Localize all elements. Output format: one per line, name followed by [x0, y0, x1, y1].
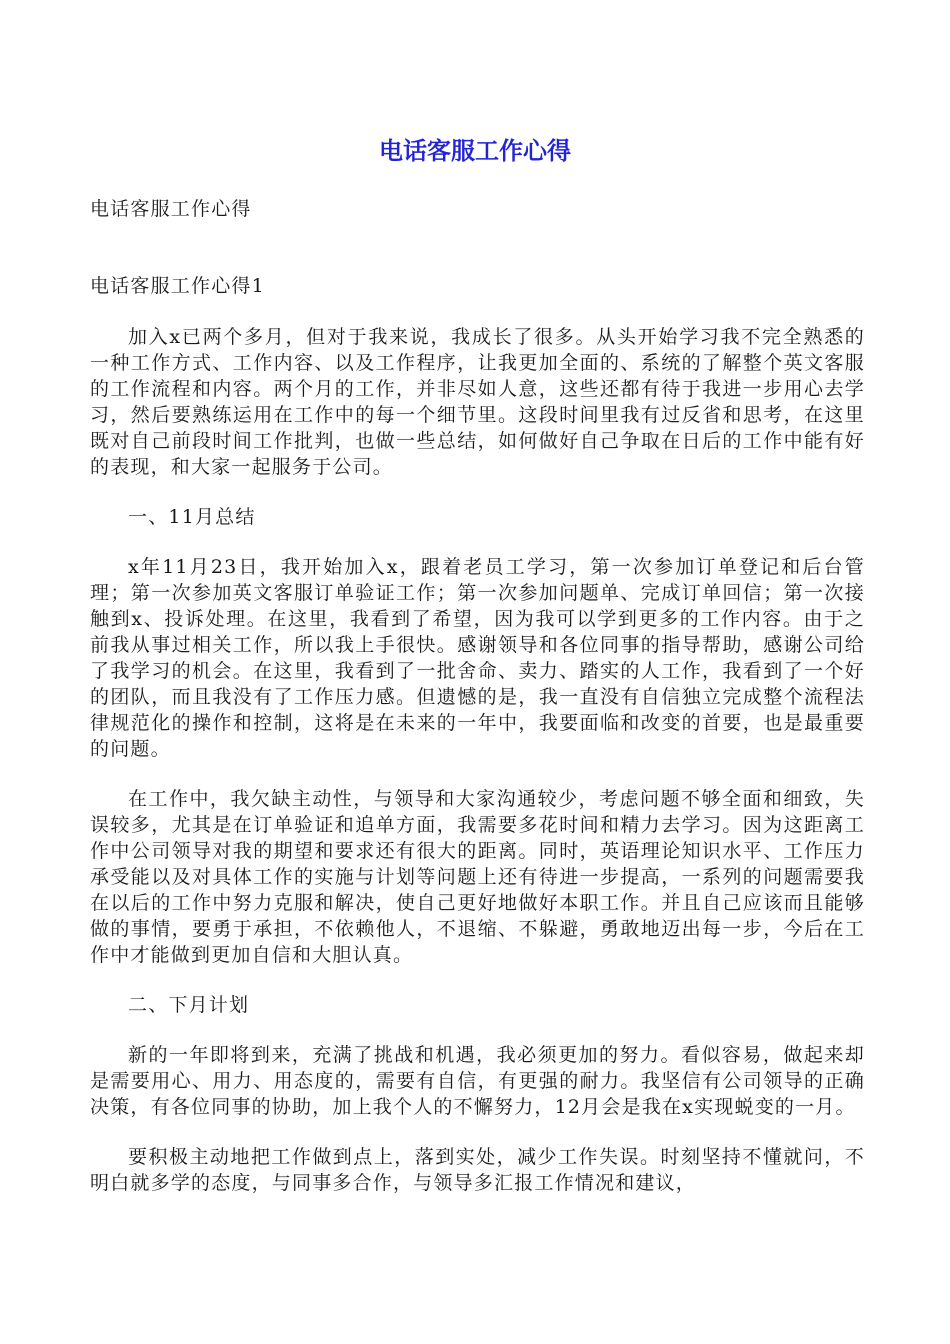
paragraph-november-summary: x年11月23日，我开始加入x，跟着老员工学习，第一次参加订单登记和后台管理；第一次参加英文客服订单验证工作；第一次参加问题单、完成订单回信；第一次接触到x、投诉处理。在这里，我看到了希望，因为我可以学到更多的工作内容。由于之前我从事过相关工作，所以我上手很快。感谢领导和各位同事的指导帮助，感谢公司给了我学习的机会。在这里，我看到了一批舍命、卖力、踏实的人工作，我看到了一个好的团队，而且我没有了工作压力感。但遗憾的是，我一直没有自信独立完成整个流程法律规范化的操作和控制，这将是在未来的一年中，我要面临和改变的首要，也是最重要的问题。 — [90, 556, 865, 760]
paragraph-shortcomings: 在工作中，我欠缺主动性，与领导和大家沟通较少，考虑问题不够全面和细致，失误较多，尤其是在订单验证和追单方面，我需要多花时间和精力去学习。因为这距离工作中公司领导对我的期望和要求还有很大的距离。同时，英语理论知识水平、工作压力承受能以及对具体工作的实施与计划等问题上还有待进一步提高，一系列的问题需要我在以后的工作中努力克服和解决，使自己更好地做好本职工作。并且自己应该而且能够做的事情，要勇于承担，不依赖他人，不退缩、不躲避，勇敢地迈出每一步，今后在工作中才能做到更加自信和大胆认真。 — [90, 788, 865, 966]
section-title: 电话客服工作心得1 — [90, 275, 265, 297]
paragraph-new-year: 新的一年即将到来，充满了挑战和机遇，我必须更加的努力。看似容易，做起来却是需要用心、用力、用态度的，需要有自信，有更强的耐力。我坚信有公司领导的正确决策，有各位同事的协助，加上我个人的不懈努力，12月会是我在x实现蜕变的一月。 — [90, 1044, 865, 1118]
document-subtitle: 电话客服工作心得 — [90, 198, 252, 220]
heading-next-month-plan: 二、下月计划 — [128, 994, 250, 1016]
heading-november-summary: 一、11月总结 — [128, 506, 256, 528]
paragraph-initiative: 要积极主动地把工作做到点上，落到实处，减少工作失误。时刻坚持不懂就问，不明白就多学的态度，与同事多合作，与领导多汇报工作情况和建议， — [90, 1146, 865, 1194]
document-title: 电话客服工作心得 — [379, 137, 571, 165]
paragraph-intro: 加入x已两个多月，但对于我来说，我成长了很多。从头开始学习我不完全熟悉的一种工作方式、工作内容、以及工作程序，让我更加全面的、系统的了解整个英文客服的工作流程和内容。两个月的工作，并非尽如人意，这些还都有待于我进一步用心去学习，然后要熟练运用在工作中的每一个细节里。这段时间里我有过反省和思考，在这里既对自己前段时间工作批判，也做一些总结，如何做好自己争取在日后的工作中能有好的表现，和大家一起服务于公司。 — [90, 326, 865, 478]
document-body — [90, 196, 865, 1196]
